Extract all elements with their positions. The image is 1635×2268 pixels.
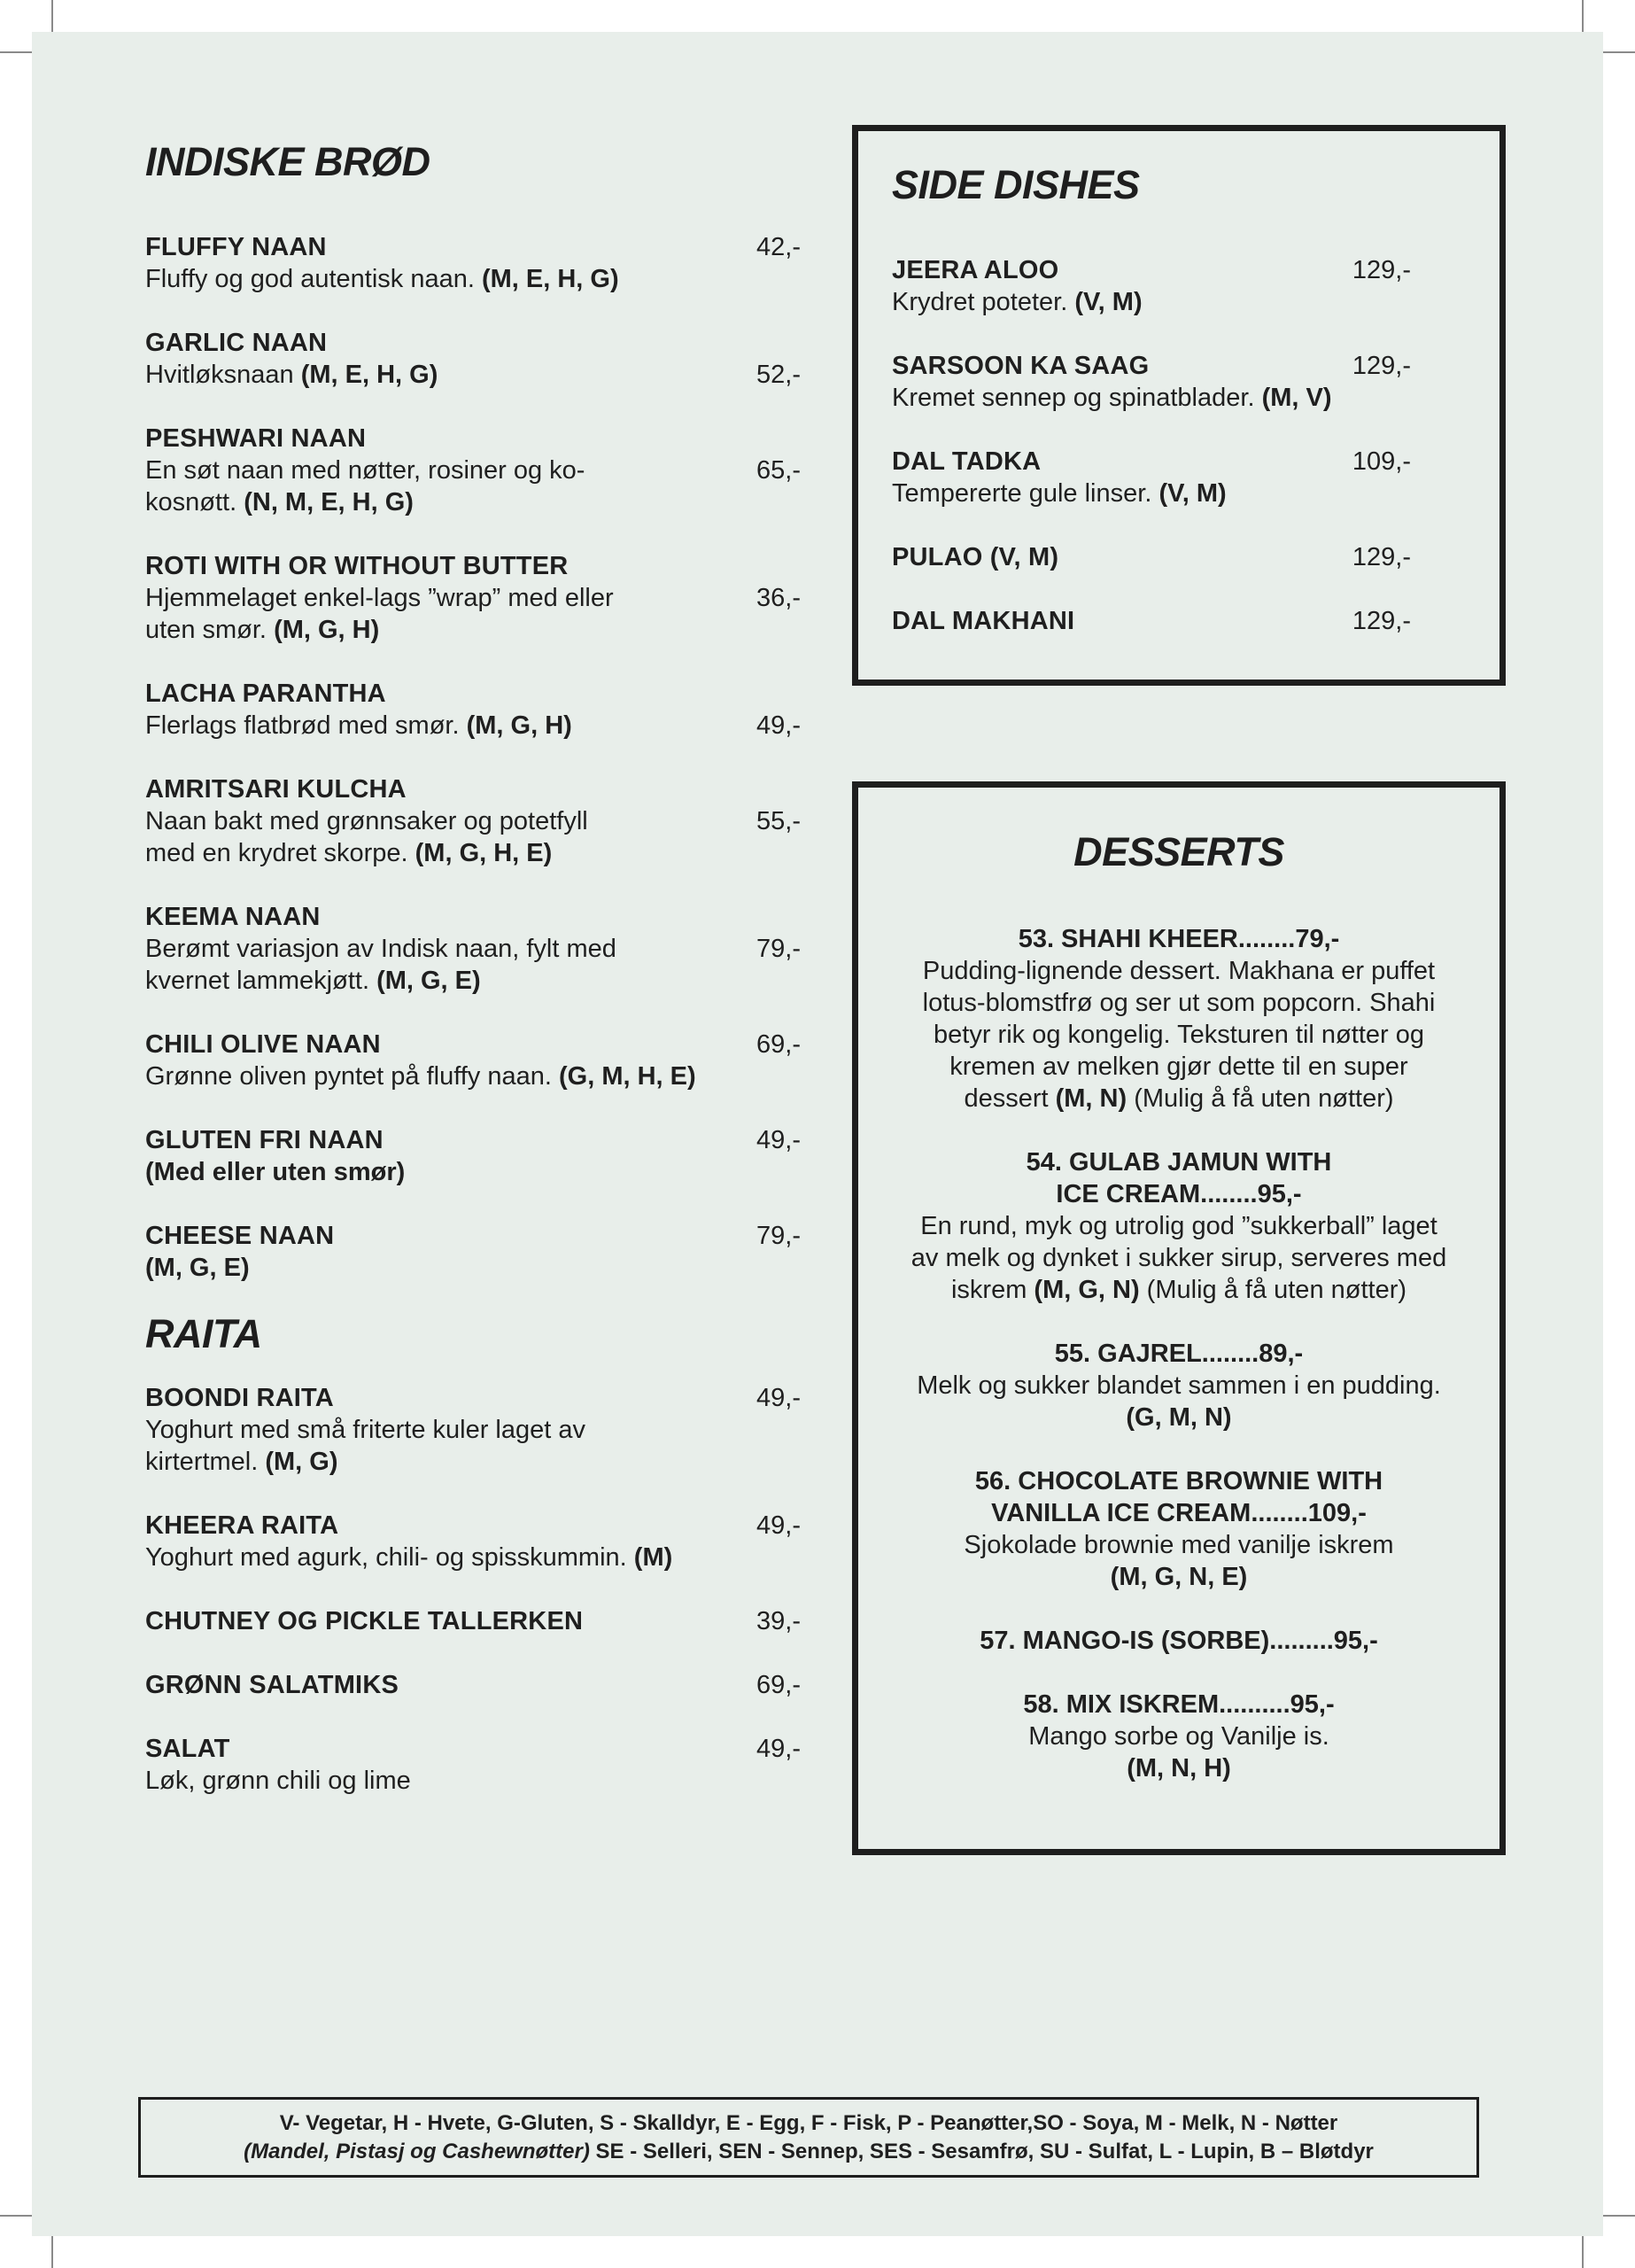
menu-item-allergens: (N, M, E, H, G) (244, 488, 414, 517)
menu-item-header (145, 1220, 801, 1252)
menu-item-name: GLUTEN FRI NAAN (145, 1126, 384, 1154)
dessert-description-text: iskrem (950, 1276, 1034, 1304)
dessert-title: 58. MIX ISKREM..........95,- (1023, 1690, 1335, 1719)
menu-item-header (892, 605, 1411, 637)
menu-item-name: PESHWARI NAAN (145, 424, 367, 453)
menu-item-price: 49,- (756, 1384, 801, 1412)
menu-item-description (145, 805, 801, 837)
legend-line-2 (141, 2138, 1476, 2166)
menu-item-price: 79,- (756, 1222, 801, 1250)
menu-item-allergens: (M, E, H, G) (300, 361, 438, 389)
menu-item-description (145, 454, 801, 486)
dessert-description (858, 1274, 1499, 1306)
menu-item (145, 1382, 801, 1478)
dessert-item (858, 1625, 1499, 1657)
dessert-description (858, 1083, 1499, 1115)
menu-item-header (145, 1124, 801, 1156)
menu-item-name: KHEERA RAITA (145, 1511, 339, 1540)
menu-item-name: SALAT (145, 1735, 230, 1763)
menu-item (892, 254, 1411, 318)
menu-item-allergens: (M) (633, 1543, 673, 1572)
menu-item-price: 69,- (756, 1671, 801, 1699)
menu-item-description-text: Kremet sennep og spinatblader. (892, 384, 1255, 412)
menu-item (145, 1733, 801, 1797)
menu-item-description-text: kosnøtt. (145, 488, 237, 517)
dessert-note: (Mulig å få uten nøtter) (1127, 1084, 1394, 1113)
menu-item (145, 678, 801, 742)
menu-item-price: 129,- (1352, 352, 1411, 380)
menu-item-description-text: kvernet lammekjøtt. (145, 967, 369, 995)
menu-item-name: AMRITSARI KULCHA (145, 775, 407, 804)
menu-item-name: SARSOON KA SAAG (892, 352, 1150, 380)
menu-item-price: 52,- (756, 361, 801, 389)
dessert-description: betyr rik og kongelig. Teksturen til nøtter og (934, 1021, 1424, 1049)
menu-item (892, 350, 1411, 414)
legend-line-1: V- Vegetar, H - Hvete, G-Gluten, S - Skalldyr, E - Egg, F - Fisk, P - Peanøtter,SO - Soya, M - Melk, N - Nøtter (279, 2111, 1338, 2135)
menu-item-description-text: En søt naan med nøtter, rosiner og ko- (145, 456, 585, 485)
menu-item-header (145, 1669, 801, 1701)
menu-item-header (145, 1382, 801, 1414)
side-dishes-box (852, 125, 1506, 686)
menu-item-description-text: Hjemmelaget enkel-lags ”wrap” med eller (145, 584, 614, 612)
menu-item-header (145, 1029, 801, 1060)
menu-item-allergens: (V, M) (1074, 288, 1143, 316)
menu-item-name: CHEESE NAAN (145, 1222, 335, 1250)
crop-mark (51, 2236, 53, 2268)
dessert-description: En rund, myk og utrolig god ”sukkerball” laget (920, 1212, 1437, 1240)
menu-item-description-text: Løk, grønn chili og lime (145, 1767, 411, 1795)
menu-item-name: KEEMA NAAN (145, 903, 321, 931)
menu-item-description (145, 486, 801, 518)
menu-item (145, 1220, 801, 1284)
menu-item-price: 49,- (756, 1735, 801, 1763)
menu-item-description (145, 359, 801, 391)
menu-item-description-text: Yoghurt med agurk, chili- og spisskummin. (145, 1543, 627, 1572)
menu-item (145, 1029, 801, 1092)
menu-item (145, 550, 801, 646)
menu-item-description (145, 933, 801, 965)
menu-item-price: 55,- (756, 807, 801, 835)
dessert-note: (Mulig å få uten nøtter) (1139, 1276, 1407, 1304)
menu-item (145, 1669, 801, 1701)
dessert-title: 57. MANGO-IS (SORBE).........95,- (980, 1627, 1378, 1655)
menu-item-allergens: (M, G, E) (376, 967, 481, 995)
menu-item-description-text: Krydret poteter. (892, 288, 1068, 316)
crop-mark (1603, 2215, 1635, 2217)
menu-item-header (145, 231, 801, 263)
breads-list (145, 231, 801, 1284)
menu-item-description (145, 837, 801, 869)
menu-item-description-text: Berømt variasjon av Indisk naan, fylt med (145, 935, 616, 963)
menu-item-price: 65,- (756, 456, 801, 485)
menu-item-description-text: uten smør. (145, 616, 267, 644)
dessert-allergens: (M, N, H) (1127, 1754, 1231, 1783)
menu-item-name: CHUTNEY OG PICKLE TALLERKEN (145, 1607, 584, 1635)
menu-item-description-text: Tempererte gule linser. (892, 479, 1152, 508)
menu-item (145, 1124, 801, 1188)
menu-item-allergens: (M, G, E) (145, 1254, 250, 1282)
menu-item-header (892, 541, 1411, 573)
menu-item (145, 231, 801, 295)
side-dishes-list (892, 254, 1411, 637)
crop-mark (1582, 2236, 1584, 2268)
menu-item-description-text: Fluffy og god autentisk naan. (145, 265, 475, 293)
menu-item-allergens: (M, G) (265, 1448, 338, 1476)
menu-item-description (145, 1446, 801, 1478)
left-column (145, 139, 801, 1797)
menu-item-description (892, 286, 1411, 318)
menu-item-description-text: Flerlags flatbrød med smør. (145, 711, 460, 740)
menu-item-header (145, 1510, 801, 1542)
menu-item-description-text: kirtertmel. (145, 1448, 259, 1476)
menu-item-price: 42,- (756, 233, 801, 261)
menu-item-allergens: (V, M) (1158, 479, 1227, 508)
menu-item-header (145, 773, 801, 805)
menu-item-header (145, 678, 801, 710)
menu-item-name: GRØNN SALATMIKS (145, 1671, 399, 1699)
menu-item-price: 69,- (756, 1030, 801, 1059)
dessert-item (858, 1689, 1499, 1784)
menu-item-header (145, 1733, 801, 1765)
dessert-item (858, 1146, 1499, 1306)
dessert-description-text: dessert (964, 1084, 1056, 1113)
menu-item-price: 49,- (756, 1126, 801, 1154)
dessert-title: ICE CREAM........95,- (1056, 1180, 1302, 1208)
menu-item-header (145, 327, 801, 359)
dessert-allergens: (M, N) (1055, 1084, 1127, 1113)
raita-list (145, 1382, 801, 1797)
menu-item-allergens: (M, G, H, E) (415, 839, 553, 867)
menu-item-name: BOONDI RAITA (145, 1384, 334, 1412)
menu-item (145, 1510, 801, 1573)
menu-item-allergens: (Med eller uten smør) (145, 1158, 406, 1186)
menu-item-header (892, 350, 1411, 382)
menu-item-header (892, 446, 1411, 478)
legend-nuts-note: (Mandel, Pistasj og Cashewnøtter) (244, 2140, 590, 2163)
menu-item-description (145, 582, 801, 614)
allergen-legend (138, 2097, 1479, 2178)
menu-item (892, 541, 1411, 573)
desserts-box (852, 781, 1506, 1855)
menu-item (145, 773, 801, 869)
desserts-list (858, 923, 1499, 1784)
menu-item (145, 1605, 801, 1637)
menu-item-description (145, 263, 801, 295)
dessert-title: 56. CHOCOLATE BROWNIE WITH (974, 1467, 1383, 1495)
menu-item-price: 129,- (1352, 543, 1411, 571)
dessert-description: Melk og sukker blandet sammen i en pudding. (917, 1371, 1441, 1400)
crop-mark (1582, 0, 1584, 32)
menu-item-description (145, 1542, 801, 1573)
menu-item-name: DAL TADKA (892, 447, 1042, 476)
menu-item-header (145, 550, 801, 582)
menu-item-name: LACHA PARANTHA (145, 680, 386, 708)
dessert-allergens: (M, G, N) (1034, 1276, 1140, 1304)
menu-item-price: 39,- (756, 1607, 801, 1635)
dessert-item (858, 1465, 1499, 1593)
menu-item-header (145, 423, 801, 454)
menu-item-header (145, 901, 801, 933)
menu-item-description (145, 965, 801, 997)
section-title-breads: INDISKE BRØD (145, 139, 430, 184)
dessert-allergens: (M, G, N, E) (1110, 1563, 1248, 1591)
menu-item (145, 327, 801, 391)
menu-item-description-text: Yoghurt med små friterte kuler laget av (145, 1416, 586, 1444)
menu-item-description (145, 1414, 801, 1446)
menu-item-description-text: med en krydret skorpe. (145, 839, 408, 867)
menu-item-allergens: (G, M, H, E) (558, 1062, 696, 1091)
dessert-title: 53. SHAHI KHEER........79,- (1018, 925, 1340, 953)
menu-item-allergens: (M, V) (1261, 384, 1332, 412)
menu-item (892, 446, 1411, 509)
menu-item (892, 605, 1411, 637)
dessert-title: 55. GAJREL........89,- (1054, 1340, 1304, 1368)
menu-item-name: PULAO (V, M) (892, 543, 1059, 571)
menu-item-name: JEERA ALOO (892, 256, 1059, 284)
menu-item-price: 49,- (756, 711, 801, 740)
menu-item-price: 129,- (1352, 256, 1411, 284)
crop-mark (51, 0, 53, 32)
menu-item-allergens: (M, G, H) (466, 711, 572, 740)
menu-item-description (892, 382, 1411, 414)
menu-item-price: 109,- (1352, 447, 1411, 476)
section-title-sides: SIDE DISHES (892, 162, 1140, 207)
menu-item-description-text: Grønne oliven pyntet på fluffy naan. (145, 1062, 552, 1091)
dessert-description: kremen av melken gjør dette til en super (949, 1052, 1408, 1081)
dessert-description: Pudding-lignende dessert. Makhana er puffet (922, 957, 1436, 985)
dessert-title: 54. GULAB JAMUN WITH (1026, 1148, 1332, 1177)
menu-item-price: 49,- (756, 1511, 801, 1540)
menu-item-allergens: (M, G, H) (274, 616, 380, 644)
menu-item-name: FLUFFY NAAN (145, 233, 327, 261)
menu-item-description-text: Hvitløksnaan (145, 361, 294, 389)
menu-item-price: 129,- (1352, 607, 1411, 635)
section-title-desserts: DESSERTS (1073, 829, 1284, 874)
menu-item-name: ROTI WITH OR WITHOUT BUTTER (145, 552, 569, 580)
crop-mark (1603, 51, 1635, 53)
menu-item-description (892, 478, 1411, 509)
dessert-item (858, 1338, 1499, 1433)
menu-item-name: CHILI OLIVE NAAN (145, 1030, 381, 1059)
legend-line-2-rest: SE - Selleri, SEN - Sennep, SES - Sesamfrø, SU - Sulfat, L - Lupin, B – Bløtdyr (589, 2140, 1374, 2163)
menu-item-description-text: Naan bakt med grønnsaker og potetfyll (145, 807, 588, 835)
menu-item-allergens: (M, E, H, G) (481, 265, 619, 293)
menu-item-description (145, 1765, 801, 1797)
menu-item-description (145, 1060, 801, 1092)
section-title-raita: RAITA (145, 1311, 262, 1356)
dessert-title: VANILLA ICE CREAM........109,- (991, 1499, 1367, 1527)
menu-item-header (145, 1605, 801, 1637)
dessert-description: Mango sorbe og Vanilje is. (1028, 1722, 1329, 1751)
dessert-description: Sjokolade brownie med vanilje iskrem (964, 1531, 1394, 1559)
menu-item-name: GARLIC NAAN (145, 329, 328, 357)
dessert-description: av melk og dynket i sukker sirup, serveres med (910, 1244, 1447, 1272)
menu-item-price: 79,- (756, 935, 801, 963)
dessert-item (858, 923, 1499, 1115)
menu-item-description (145, 614, 801, 646)
crop-mark (0, 2215, 32, 2217)
menu-item-header (892, 254, 1411, 286)
dessert-allergens: (G, M, N) (1126, 1403, 1232, 1432)
menu-item (145, 423, 801, 518)
menu-item-name: DAL MAKHANI (892, 607, 1075, 635)
crop-mark (0, 51, 32, 53)
menu-item (145, 901, 801, 997)
menu-item-description (145, 710, 801, 742)
dessert-description: lotus-blomstfrø og ser ut som popcorn. Shahi (922, 989, 1436, 1017)
menu-item-price: 36,- (756, 584, 801, 612)
